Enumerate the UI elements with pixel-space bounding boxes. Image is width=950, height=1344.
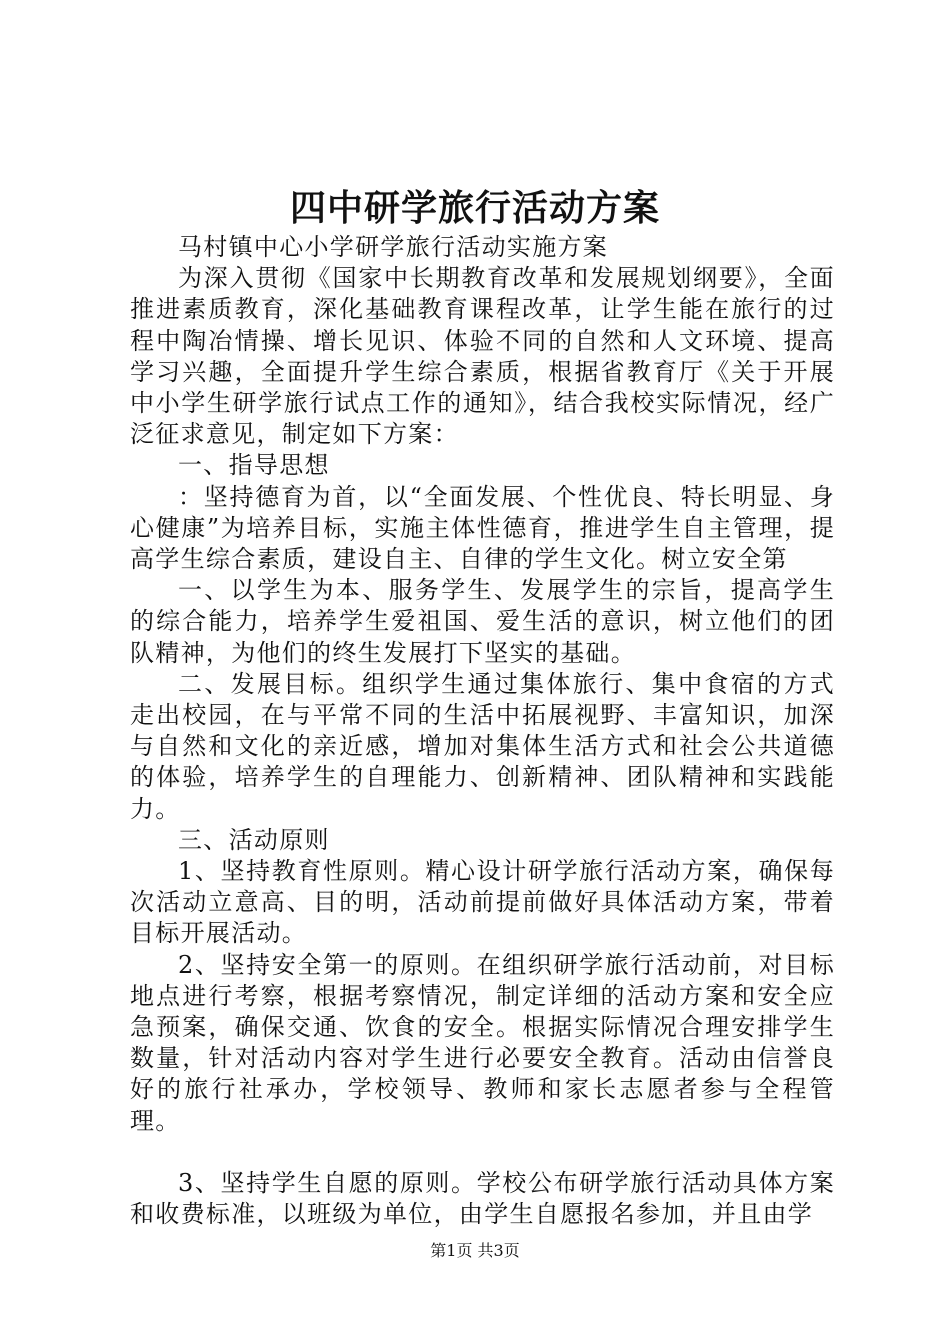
principle-1-paragraph: 1、坚持教育性原则。精心设计研学旅行活动方案，确保每次活动立意高、目的明，活动前提前做好具体活动方案，带着目标开展活动。 [130,857,835,948]
section-heading-principles: 三、活动原则 [178,825,330,854]
guiding-ideology-paragraph: ：坚持德育为首，以“全面发展、个性优良、特长明显、身心健康”为培养目标，实施主体性德育，推进学生自主管理，提高学生综合素质，建设自主、自律的学生文化。树立安全第 [130,482,835,574]
document-body [130,232,835,1230]
page-number-footer: 第1页 共3页 [430,1241,520,1260]
subtitle-paragraph: 马村镇中心小学研学旅行活动实施方案 [178,233,609,261]
intro-paragraph: 为深入贯彻《国家中长期教育改革和发展规划纲要》，全面推进素质教育，深化基础教育课程改革，让学生能在旅行的过程中陶冶情操、增长见识、体验不同的自然和人文环境、提高学习兴趣，全面提升学生综合素质，根据省教育厅《关于开展中小学生研学旅行试点工作的通知》，结合我校实际情况，经广泛征求意见，制定如下方案： [130,264,835,449]
student-centered-paragraph: 一、以学生为本、服务学生、发展学生的宗旨，提高学生的综合能力，培养学生爱祖国、爱生活的意识，树立他们的团队精神，为他们的终生发展打下坚实的基础。 [130,576,835,667]
document-title: 四中研学旅行活动方案 [289,187,660,229]
principle-2-paragraph: 2、坚持安全第一的原则。在组织研学旅行活动前，对目标地点进行考察，根据考察情况，制定详细的活动方案和安全应急预案，确保交通、饮食的安全。根据实际情况合理安排学生数量，针对活动内容对学生进行必要安全教育。活动由信誉良好的旅行社承办，学校领导、教师和家长志愿者参与全程管理。 [130,950,835,1135]
development-goals-paragraph: 二、发展目标。组织学生通过集体旅行、集中食宿的方式走出校园，在与平常不同的生活中拓展视野、丰富知识，加深与自然和文化的亲近感，增加对集体生活方式和社会公共道德的体验，培养学生的自理能力、创新精神、团队精神和实践能力。 [130,669,835,823]
principle-3-paragraph: 3、坚持学生自愿的原则。学校公布研学旅行活动具体方案和收费标准，以班级为单位，由学生自愿报名参加，并且由学 [130,1168,835,1229]
section-heading-guiding-ideology: 一、指导思想 [178,451,330,480]
